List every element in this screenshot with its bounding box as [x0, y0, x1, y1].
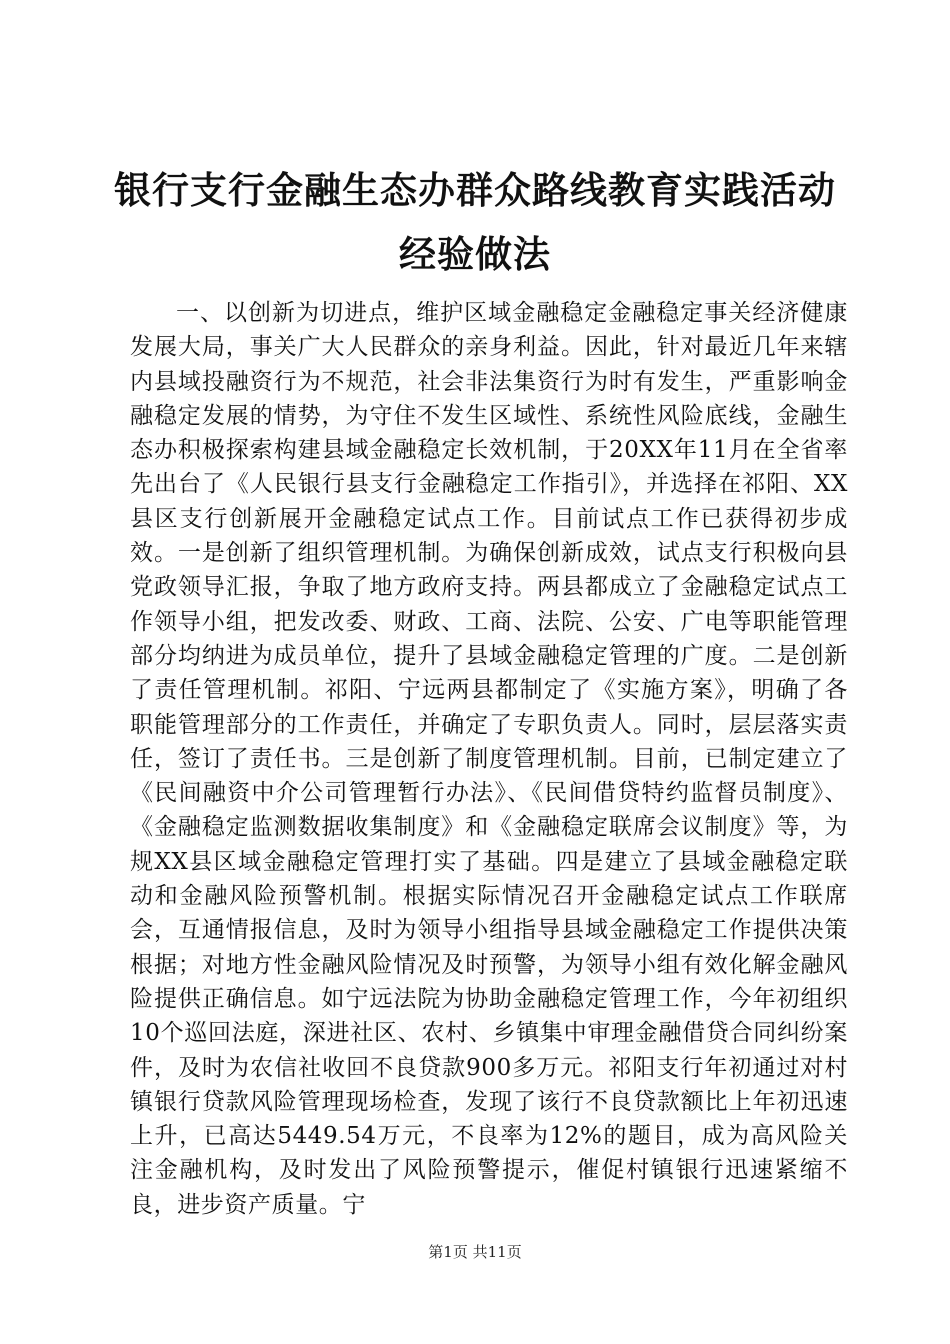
body-paragraph: 一、以创新为切进点，维护区域金融稳定金融稳定事关经济健康发展大局，事关广大人民群众的亲身利益。因此，针对最近几年来辖内县域投融资行为不规范，社会非法集资行为时有发生，严重影响金融稳定发展的情势，为守住不发生区域性、系统性风险底线，金融生态办积极探索构建县域金融稳定长效机制，于20XX年11月在全省率先出台了《人民银行县支行金融稳定工作指引》，并选择在祁阳、XX县区支行创新展开金融稳定试点工作。目前试点工作已获得初步成效。一是创新了组织管理机制。为确保创新成效，试点支行积极向县党政领导汇报，争取了地方政府支持。两县都成立了金融稳定试点工作领导小组，把发改委、财政、工商、法院、公安、广电等职能管理部分均纳进为成员单位，提升了县域金融稳定管理的广度。二是创新了责任管理机制。祁阳、宁远两县都制定了《实施方案》，明确了各职能管理部分的工作责任，并确定了专职负责人。同时，层层落实责任，签订了责任书。三是创新了制度管理机制。目前，已制定建立了《民间融资中介公司管理暂行办法》、《民间借贷特约监督员制度》、《金融稳定监测数据收集制度》和《金融稳定联席会议制度》等，为规XX县区域金融稳定管理打实了基础。四是建立了县域金融稳定联动和金融风险预警机制。根据实际情况召开金融稳定试点工作联席会，互通情报信息，及时为领导小组指导县域金融稳定工作提供决策根据；对地方性金融风险情况及时预警，为领导小组有效化解金融风险提供正确信息。如宁远法院为协助金融稳定管理工作，今年初组织10个巡回法庭，深进社区、农村、乡镇集中审理金融借贷合同纠纷案件，及时为农信社收回不良贷款900多万元。祁阳支行年初通过对村镇银行贷款风险管理现场检查，发现了该行不良贷款额比上年初迅速上升，已高达5449.54万元，不良率为12%的题目，成为高风险关注金融机构，及时发出了风险预警提示，催促村镇银行迅速紧缩不良，进步资产质量。宁 [130, 300, 848, 1218]
document-title: 银行支行金融生态办群众路线教育实践活动经验做法 [114, 168, 836, 276]
page-number-footer: 第1页 共11页 [428, 1243, 522, 1261]
